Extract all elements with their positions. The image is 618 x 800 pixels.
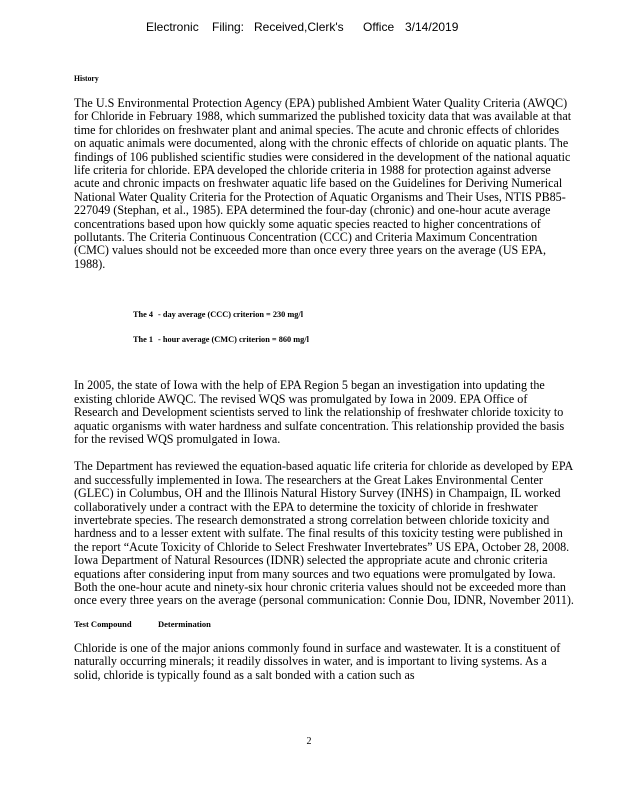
paragraph-chloride: Chloride is one of the major anions commonly found in surface and wastewater. It is a constituent of naturally occurring minerals; it readily dissolves in water, and is important to living systems. As a solid, chloride is typically found as a salt bonded with a cation such as bbox=[74, 640, 561, 682]
criterion-ccc-label: The 4 bbox=[133, 310, 154, 320]
criterion-ccc-text: - day average (CCC) criterion = 230 mg/l bbox=[158, 310, 304, 320]
header-electronic: Electronic bbox=[146, 20, 199, 34]
paragraph-department-review: The Department has reviewed the equation-based aquatic life criteria for chloride as developed by EPA and successfully implemented in Iowa. The researchers at the Great Lakes Environmental Center (GLEC) in Columbus, OH and the Illinois Natural History Survey (INHS) in Champaign, IL worked collaboratively under a contract with the EPA to determine the toxicity of chloride in freshwater invertebrate species. The research demonstrated a strong correlation between chloride toxicity and hardness and to a lesser extent with sulfate. The final results of this toxicity testing were published in the report “Acute Toxicity of Chloride to Select Freshwater Invertebrates” US EPA, October 28, 2008. Iowa Department of Natural Resources (IDNR) selected the appropriate acute and chronic criteria equations after considering input from many sources and two equations were promulgated by Iowa. Both the one-hour acute and ninety-six hour chronic criteria values should not be exceeded more than once every three years on the average (personal communication: Connie Dou, IDNR, November 2011). bbox=[74, 459, 574, 608]
criterion-cmc bbox=[74, 334, 574, 346]
page-number: 2 bbox=[306, 736, 312, 747]
criterion-ccc bbox=[74, 309, 574, 321]
history-heading: History bbox=[74, 73, 99, 83]
header-received: Received,Clerk's bbox=[254, 20, 344, 34]
header-filing: Filing: bbox=[212, 20, 245, 34]
section-heading-test-compound bbox=[74, 618, 574, 631]
header-office: Office bbox=[363, 20, 395, 34]
filing-header bbox=[0, 20, 618, 38]
heading-determination: Determination bbox=[158, 618, 211, 629]
criterion-cmc-label: The 1 bbox=[133, 335, 154, 345]
criterion-cmc-text: - hour average (CMC) criterion = 860 mg/l bbox=[158, 335, 309, 345]
header-date: 3/14/2019 bbox=[405, 20, 459, 34]
heading-test-compound: Test Compound bbox=[74, 618, 132, 629]
paragraph-iowa-2005: In 2005, the state of Iowa with the help of EPA Region 5 began an investigation into updating the existing chloride AWQC. The revised WQS was promulgated by Iowa in 2009. EPA Office of Research and Development scientists served to link the relationship of freshwater chloride toxicity to aquatic organisms with water hardness and sulfate concentration. This relationship provided the basis for the revised WQS promulgated in Iowa. bbox=[74, 378, 565, 446]
document-body bbox=[74, 72, 574, 682]
paragraph-history-1: The U.S Environmental Protection Agency (EPA) published Ambient Water Quality Criteria (AWQC) for Chloride in February 1988, which summarized the published toxicity data that was available at that time for chlorides on freshwater plant and animal species. The acute and chronic effects of chlorides on aquatic animals were documented, along with the chronic effects of chloride on aquatic plants. The findings of 106 published scientific studies were considered in the development of the national aquatic life criteria for chloride. EPA developed the chloride criteria in 1988 for protection against adverse acute and chronic impacts on freshwater aquatic life based on the Guidelines for Deriving Numerical National Water Quality Criteria for the Protection of Aquatic Organisms and Their Uses, NTIS PB85-227049 (Stephan, et al., 1985). EPA determined the four-day (chronic) and one-hour acute average concentrations based upon how quickly some aquatic species reacted to higher concentrations of pollutants. The Criteria Continuous Concentration (CCC) and Criteria Maximum Concentration (CMC) values should not be exceeded more than once every three years on the average (US EPA, 1988). bbox=[74, 96, 572, 271]
